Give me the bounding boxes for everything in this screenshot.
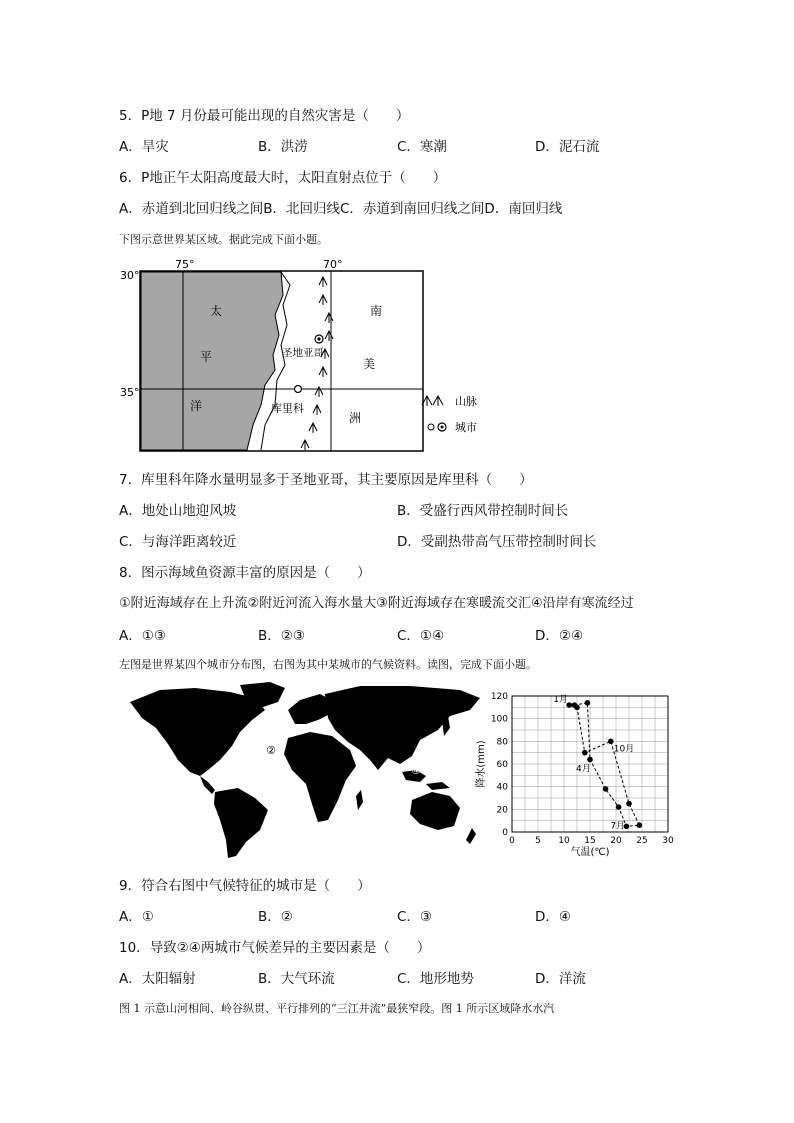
santiago-label: 圣地亚哥 (282, 347, 324, 359)
north-america (130, 688, 265, 776)
y-tick-label: 100 (490, 714, 508, 725)
month-label-jul: 7月 (610, 821, 626, 832)
q8-option-b: B．②③ (258, 628, 305, 644)
y-tick-label: 120 (490, 692, 508, 702)
lat-30-label: 30° (120, 269, 140, 282)
africa (284, 732, 356, 822)
x-tick-label: 10 (558, 836, 570, 846)
q7-stem: 7．库里科年降水量明显多于圣地亚哥，其主要原因是库里科（ ） (119, 472, 533, 488)
y-tick-label: 80 (496, 737, 508, 748)
q5-option-c: C．寒潮 (397, 139, 447, 155)
y-tick-label: 20 (496, 805, 508, 816)
continent-char-3: 洲 (349, 411, 362, 425)
lat-35-label: 35° (120, 386, 140, 399)
climate-chart (470, 680, 680, 860)
x-axis-label: 气温(℃) (570, 847, 610, 858)
legend-mountain-icon (422, 396, 443, 406)
q8-option-c: C．①④ (397, 628, 445, 644)
q6-options: A．赤道到北回归线之间B．北回归线C．赤道到南回归线之间D．南回归线 (119, 201, 563, 217)
q5-option-a: A．旱灾 (119, 139, 169, 155)
intro-map1: 下图示意世界某区域。据此完成下面小题。 (119, 233, 328, 246)
q10-option-a: A．太阳辐射 (119, 971, 196, 987)
q8-option-d: D．②④ (535, 628, 584, 644)
q6-stem: 6．P地正午太阳高度最大时，太阳直射点位于（ ） (119, 170, 447, 186)
x-tick-label: 20 (610, 836, 622, 846)
q5-stem: 5．P地 7 月份最可能出现的自然灾害是（ ） (119, 108, 410, 124)
q10-stem: 10．导致②④两城市气候差异的主要因素是（ ） (119, 940, 431, 956)
y-tick-label: 60 (496, 760, 508, 770)
q10-option-c: C．地形地势 (397, 971, 474, 987)
y-tick-label: 40 (496, 782, 508, 793)
q8-option-a: A．①③ (119, 628, 166, 644)
x-tick-label: 5 (535, 836, 541, 846)
q7-option-b: B．受盛行西风带控制时间长 (397, 503, 569, 519)
q10-option-b: B．大气环流 (258, 971, 335, 987)
data-point-month-6 (616, 804, 622, 810)
data-point-month-10 (608, 739, 614, 745)
q5-option-d: D．泥石流 (535, 139, 600, 155)
q7-option-d: D．受副热带高气压带控制时间长 (397, 534, 597, 550)
data-point-month-5 (603, 786, 609, 792)
southeast-asia-islands (402, 770, 450, 790)
marker-4: ④ (411, 764, 421, 777)
madagascar (356, 790, 363, 810)
x-tick-label: 0 (509, 836, 515, 846)
data-point-month-12 (574, 705, 580, 711)
q9-option-a: A．① (119, 909, 154, 925)
intro-three-rivers: 图 1 示意山河相间、岭谷纵贯、平行排列的“三江并流”最狭窄段。图 1 所示区域降水水汽 (119, 1002, 555, 1015)
q9-stem: 9．符合右图中气候特征的城市是（ ） (119, 878, 371, 894)
marker-2: ② (266, 744, 276, 757)
data-point-month-4 (587, 757, 593, 763)
continent-char-2: 美 (363, 357, 376, 371)
month-label-jan: 1月 (553, 695, 568, 706)
q9-option-b: B．② (258, 909, 293, 925)
x-tick-label: 15 (584, 836, 596, 846)
q10-option-d: D．洋流 (535, 971, 586, 987)
y-axis-label: 降水(mm) (476, 740, 487, 788)
data-point-month-11 (582, 750, 588, 756)
month-label-oct: 10月 (613, 744, 635, 755)
curico-label: 库里科 (271, 402, 304, 415)
ocean-char-2: 平 (200, 350, 213, 364)
q8-statements: ①附近海域存在上升流②附近河流入海水量大③附近海域存在寒暖流交汇④沿岸有寒流经过 (119, 596, 634, 611)
intro-world: 左图是世界某四个城市分布图，右图为其中某城市的气候资料。读图，完成下面小题。 (119, 658, 537, 671)
world-map (120, 680, 490, 860)
ocean-char-3: 洋 (190, 399, 203, 413)
lon-70-label: 70° (323, 258, 343, 271)
data-point-month-3 (585, 700, 591, 706)
q8-stem: 8．图示海域鱼资源丰富的原因是（ ） (119, 565, 371, 581)
legend-city-label: 城市 (455, 421, 477, 434)
data-point-month-9 (626, 801, 632, 807)
q5-option-b: B．洪涝 (258, 139, 308, 155)
x-tick-label: 30 (662, 836, 674, 846)
ocean-char-1: 太 (210, 304, 223, 318)
q7-option-a: A．地处山地迎风坡 (119, 503, 237, 519)
q9-option-c: C．③ (397, 909, 433, 925)
continent-char-1: 南 (370, 304, 383, 318)
australia (410, 792, 460, 830)
curico-city-icon (295, 386, 302, 393)
data-point-month-8 (637, 822, 643, 828)
lon-75-label: 75° (175, 258, 195, 271)
q9-option-d: D．④ (535, 909, 571, 925)
legend-mountain-label: 山脉 (455, 395, 477, 408)
q7-option-c: C．与海洋距离较近 (119, 534, 237, 550)
central-america (200, 776, 215, 794)
month-label-apr: 4月 (576, 764, 591, 775)
x-tick-label: 25 (636, 836, 648, 846)
south-america-map (115, 255, 495, 455)
legend-city-small-icon (428, 424, 434, 430)
south-america (214, 788, 268, 858)
y-tick-label: 0 (502, 828, 508, 838)
